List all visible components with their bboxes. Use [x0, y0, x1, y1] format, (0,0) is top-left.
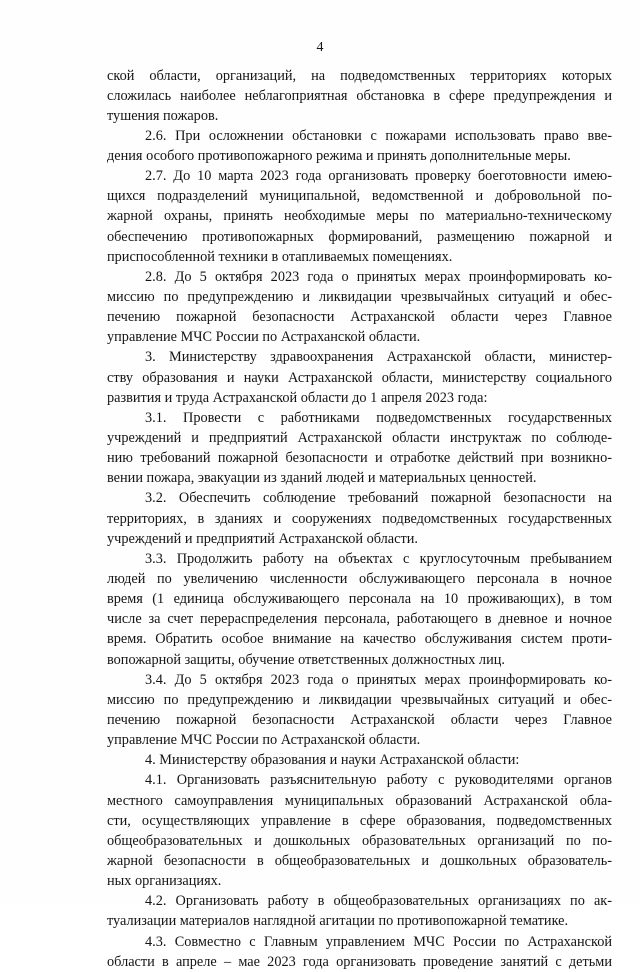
text-line: управление МЧС России по Астраханской области.	[107, 732, 421, 749]
text-line: 3.4. До 5 октября 2023 года о принятых мерах проинформировать ко-	[145, 671, 612, 688]
text-line: 4.1. Организовать разъяснительную работу с руководителями органов	[145, 772, 612, 789]
text-line: 4. Министерству образования и науки Астраханской области:	[145, 752, 520, 769]
text-line: миссию по предупреждению и ликвидации чрезвычайных ситуаций и обес-	[107, 289, 612, 306]
text-line: местного самоуправления муниципальных образований Астраханской обла-	[107, 792, 612, 809]
text-line: ской области, организаций, на подведомственных территориях которых	[107, 67, 612, 84]
text-line: 3. Министерству здравоохранения Астраханской области, министер-	[145, 349, 612, 366]
text-line: тушения пожаров.	[107, 107, 219, 124]
text-line: ству образования и науки Астраханской области, министерству социального	[107, 369, 612, 386]
text-line: развития и труда Астраханской области до 1 апреля 2023 года:	[107, 389, 488, 406]
text-line: 2.8. До 5 октября 2023 года о принятых мерах проинформировать ко-	[145, 268, 612, 285]
text-line: жарной безопасности в общеобразовательных и дошкольных образователь-	[107, 852, 612, 869]
text-line: миссию по предупреждению и ликвидации чрезвычайных ситуаций и обес-	[107, 691, 612, 708]
text-line: печению пожарной безопасности Астраханской области через Главное	[107, 712, 612, 728]
text-line: щихся подразделений муниципальной, ведомственной и добровольной по-	[107, 188, 612, 205]
text-line: людей по увеличению численности обслуживающего персонала в ночное	[107, 571, 612, 588]
document-body	[107, 66, 612, 972]
page-number: 4	[316, 40, 324, 55]
text-line: туализации материалов наглядной агитации по противопожарной тематике.	[107, 913, 569, 930]
text-line: территориях, в зданиях и сооружениях подведомственных государственных	[107, 510, 612, 527]
text-line: сложилась наиболее неблагоприятная обстановка в сфере предупреждения и	[107, 87, 612, 104]
text-line: числе за счет перераспределения персонала, работающего в дневное и ночное	[107, 611, 612, 628]
text-line: время (1 единица обслуживающего персонала на 10 проживающих), в том	[107, 591, 612, 608]
text-line: 4.3. Совместно с Главным управлением МЧС России по Астраханской	[145, 933, 612, 950]
text-line: вении пожара, эвакуации из зданий людей и материальных ценностей.	[107, 470, 537, 487]
text-line: обеспечению противопожарных формирований, размещению пожарной и	[107, 228, 612, 245]
text-line: печению пожарной безопасности Астраханской области через Главное	[107, 309, 612, 326]
text-line: 4.2. Организовать работу в общеобразовательных организациях по ак-	[145, 893, 612, 910]
text-line: 3.2. Обеспечить соблюдение требований пожарной безопасности на	[145, 490, 612, 507]
text-line: общеобразовательных и дошкольных образовательных организаций по по-	[107, 832, 612, 849]
text-line: области в апреле – мае 2023 года организовать проведение занятий с детьми	[107, 953, 612, 970]
text-line: учреждений и предприятий Астраханской области инструктаж по соблюде-	[107, 430, 612, 447]
text-line: управление МЧС России по Астраханской области.	[107, 329, 421, 346]
text-line: 2.6. При осложнении обстановки с пожарами использовать право вве-	[145, 127, 612, 144]
text-line: ных организациях.	[107, 873, 222, 890]
text-line: время. Обратить особое внимание на качество обслуживания систем проти-	[107, 631, 612, 648]
text-line: приспособленной техники в отапливаемых помещениях.	[107, 248, 453, 265]
text-line: дения особого противопожарного режима и принять дополнительные меры.	[107, 148, 571, 165]
text-line: учреждений и предприятий Астраханской области.	[107, 530, 418, 547]
text-line: нию требований пожарной безопасности и отработке действий при возникно-	[107, 450, 612, 467]
text-line: жарной охраны, принять необходимые меры по материально-техническому	[107, 208, 612, 225]
text-line: вопожарной защиты, обучение ответственных должностных лиц.	[107, 651, 505, 668]
text-line: 3.3. Продолжить работу на объектах с круглосуточным пребыванием	[145, 550, 612, 567]
text-line: 2.7. До 10 марта 2023 года организовать проверку боеготовности имею-	[145, 168, 612, 185]
text-line: 3.1. Провести с работниками подведомственных государственных	[145, 409, 612, 426]
text-line: сти, осуществляющих управление в сфере образования, подведомственных	[107, 812, 612, 829]
